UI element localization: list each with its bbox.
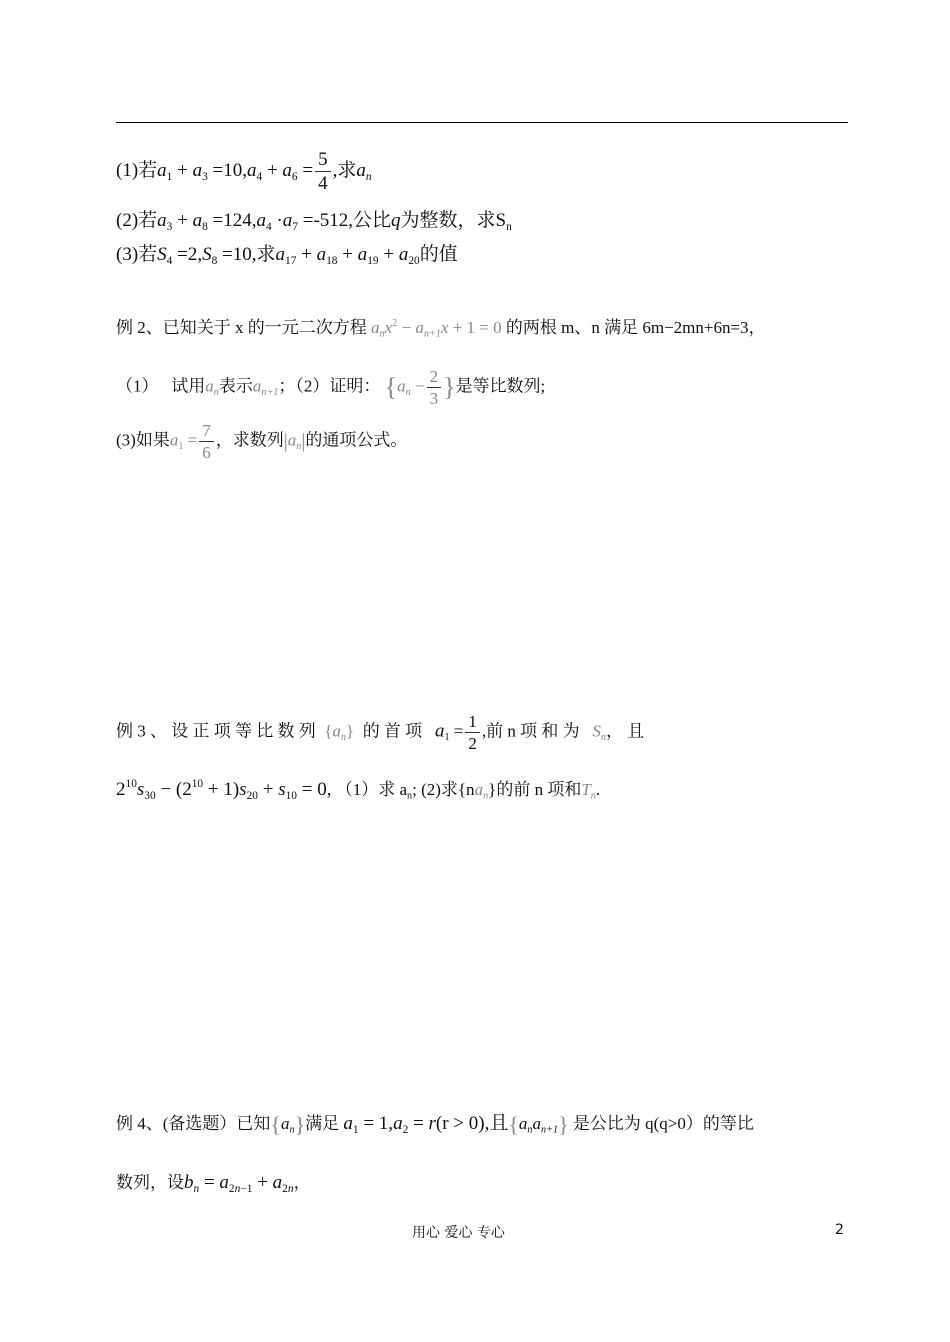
quadratic-equation: $a_nx^2 - a_{n+1}x + 1 = 0$ [371, 317, 502, 340]
problem-1-line-3: (3)若$S_4 =2,S_8 =10$,求$a_{17} + a_{18} + a_{19} + a_{20}$的值 [116, 244, 458, 267]
example-3-line-2: $2^{10}s_{30} - (2^{10} + 1)s_{20} + s_{10} = 0$, （1）求 $a_n$; (2)求$\{na_n\}$的前 n 项和$T_n$. [116, 778, 601, 802]
page-number: 2 [835, 1222, 844, 1238]
example-2-line-2: （1） 试用$a_n$表示$a_{n+1}$；（2）证明： {$a_n$ − $\frac{2}{3}$ }是等比数列; [116, 367, 546, 408]
problem-1-line-2: (2)若$a_3 + a_8 =124,a_4 \cdot a_7 =-512$,公比q为整数，求$S_n$ [116, 210, 512, 233]
header-rule [116, 122, 848, 123]
fraction: $\frac{5}{4}$ [315, 150, 331, 193]
example-4-line-2: 数列，设$b_n = a_{2n-1} + a_{2n}$， [116, 1172, 311, 1195]
example-2-line-1: 例 2、已知关于 x 的一元二次方程 $a_nx^2 - a_{n+1}x + 1 = 0$ 的两根 m、n 满足 6m−2mn+6n=3， [116, 317, 766, 340]
example-2-line-3: (3)如果$a_1$ = $\frac{7}{6}$ ，求数列$|a_n|$的通项公式。 [116, 421, 408, 462]
fraction: $\frac{1}{2}$ [465, 713, 480, 752]
problem-1-line-1: (1)若$a_1 + a_3 =10,a_4 + a_6$ = $\frac{5}{4}$ ,求$a_n$ [116, 149, 372, 194]
footer-text: 用心 爱心 专心 [412, 1225, 505, 1241]
example-4-line-1: 例 4、(备选题）已知$\{a_n\}$满足 $a_1 = 1,a_2 = r(r > 0)$,且$\{a_na_{n+1}\}$ 是公比为 q(q>0）的等比 [116, 1112, 754, 1138]
fraction: $\frac{2}{3}$ [427, 368, 442, 407]
example-3-line-1: 例 3 、 设 正 项 等 比 数 列 $\{a_n\}$ 的 首 项 $a_1$ = $\frac{1}{2}$ ,前 n 项 和 为 $S_n$， 且 [116, 712, 645, 753]
fraction: $\frac{7}{6}$ [199, 422, 214, 461]
